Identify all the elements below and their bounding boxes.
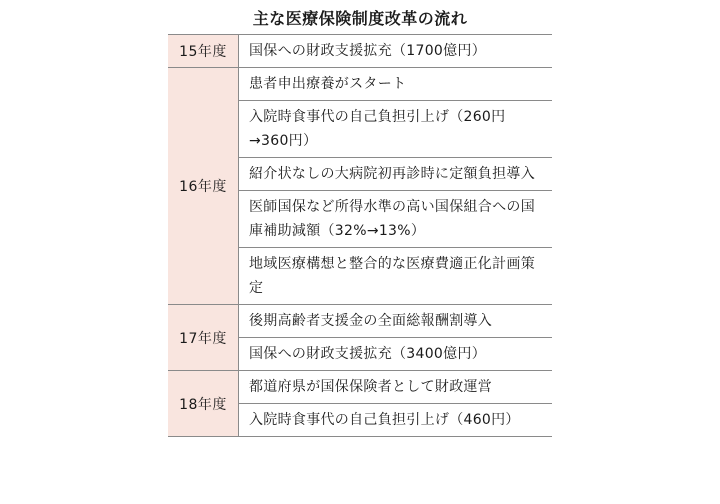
- page-title: 主な医療保険制度改革の流れ: [252, 9, 468, 28]
- year-group-16: [168, 67, 552, 304]
- reform-item: 入院時食事代の自己負担引上げ（260円→360円）: [239, 100, 552, 157]
- year-group-18: [168, 370, 552, 436]
- reform-item: 後期高齢者支援金の全面総報酬割導入: [249, 313, 493, 329]
- reform-item: 入院時食事代の自己負担引上げ（460円）: [239, 403, 552, 436]
- year-group-17: [168, 304, 552, 370]
- reform-item: 都道府県が国保保険者として財政運営: [249, 379, 493, 395]
- year-label: 15年度: [168, 35, 239, 67]
- year-label: 18年度: [168, 371, 239, 436]
- reform-item: 紹介状なしの大病院初再診時に定額負担導入: [239, 157, 552, 190]
- reform-item: 国保への財政支援拡充（1700億円）: [249, 43, 487, 59]
- reform-item: 医師国保など所得水準の高い国保組合への国庫補助減額（32%→13%）: [239, 190, 552, 247]
- reform-items: [239, 371, 552, 436]
- reform-items: [239, 68, 552, 304]
- reform-items: [239, 35, 552, 67]
- reform-items: [239, 305, 552, 370]
- year-group-15: [168, 35, 552, 67]
- reform-item: 国保への財政支援拡充（3400億円）: [239, 337, 552, 370]
- year-label: 16年度: [168, 68, 239, 304]
- year-label: 17年度: [168, 305, 239, 370]
- reform-item: 患者申出療養がスタート: [249, 76, 407, 92]
- reform-timeline-table: [168, 34, 552, 437]
- reform-item: 地域医療構想と整合的な医療費適正化計画策定: [239, 247, 552, 304]
